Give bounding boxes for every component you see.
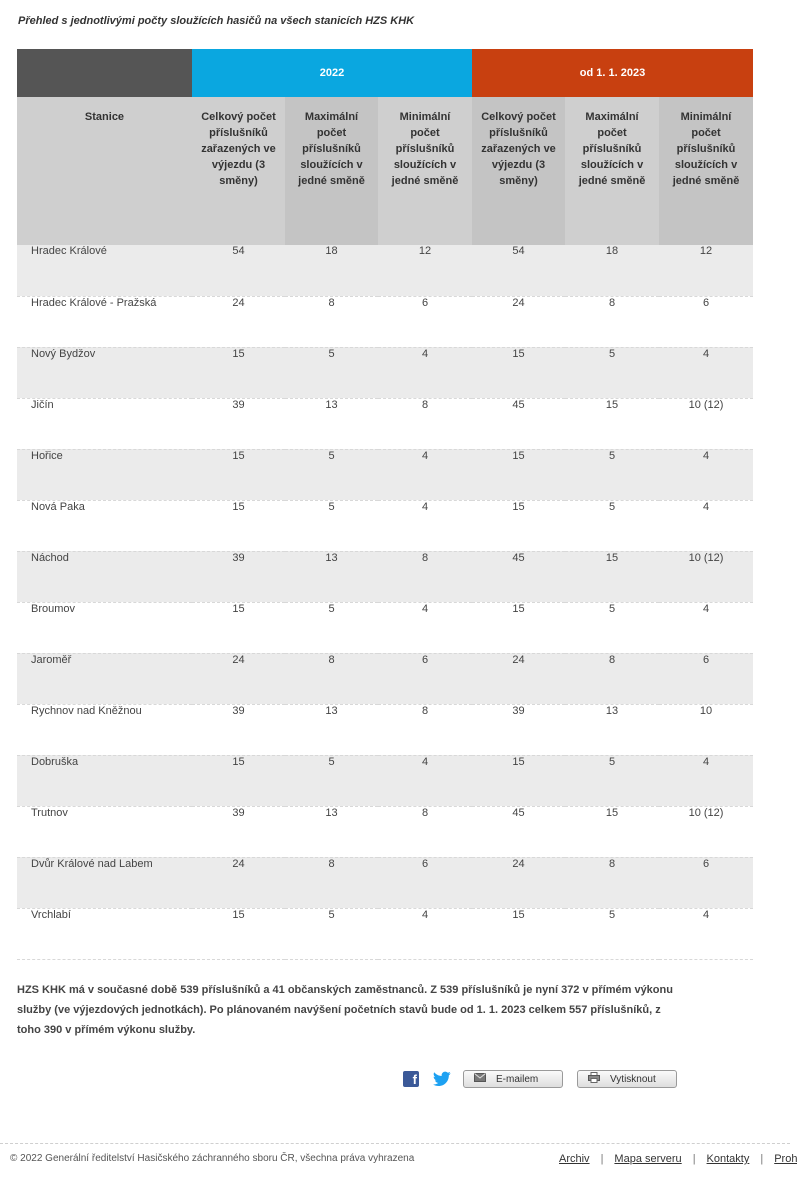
email-button-label: E-mailem [496, 1073, 539, 1085]
table-cell: 8 [378, 704, 472, 755]
table-cell: 5 [285, 449, 378, 500]
station-name: Hořice [17, 449, 192, 500]
table-row [17, 551, 753, 602]
footer-links [559, 1153, 797, 1165]
table-cell: 5 [285, 755, 378, 806]
table-cell: 10 (12) [659, 806, 753, 857]
column-header-max-2023 [565, 97, 659, 245]
table-cell: 6 [659, 653, 753, 704]
footer-separator: | [692, 1153, 696, 1165]
table-cell: 13 [285, 551, 378, 602]
station-name: Jaroměř [17, 653, 192, 704]
table-row [17, 500, 753, 551]
table-cell: 4 [378, 500, 472, 551]
table-cell: 8 [378, 551, 472, 602]
table-cell: 4 [659, 908, 753, 959]
station-name: Dobruška [17, 755, 192, 806]
table-cell: 15 [472, 500, 565, 551]
table-cell: 15 [565, 551, 659, 602]
station-name: Nový Bydžov [17, 347, 192, 398]
column-header-total-2023 [472, 97, 565, 245]
table-cell: 4 [659, 347, 753, 398]
table-caption: Přehled s jednotlivými počty sloužících hasičů na všech stanicích HZS KHK [18, 15, 415, 27]
station-name: Broumov [17, 602, 192, 653]
table-cell: 15 [192, 602, 285, 653]
column-header-station: Stanice [17, 97, 192, 245]
table-cell: 15 [565, 806, 659, 857]
table-row [17, 398, 753, 449]
column-header-label: Celkový počet příslušníků zařazených ve výjezdu (3 směny) [201, 111, 276, 187]
table-row [17, 653, 753, 704]
footer-link-archive[interactable]: Archiv [559, 1153, 590, 1165]
table-cell: 45 [472, 551, 565, 602]
table-cell: 4 [378, 449, 472, 500]
table-row [17, 857, 753, 908]
table-row [17, 755, 753, 806]
envelope-icon [474, 1073, 486, 1085]
table-cell: 8 [565, 857, 659, 908]
table-cell: 4 [378, 755, 472, 806]
table-cell: 10 (12) [659, 398, 753, 449]
table-cell: 24 [192, 857, 285, 908]
footer-link-sitemap[interactable]: Mapa serveru [614, 1153, 682, 1165]
table-cell: 39 [472, 704, 565, 755]
table-cell: 5 [285, 908, 378, 959]
band-2022: 2022 [192, 49, 472, 97]
column-header-min-2022 [378, 97, 472, 245]
table-cell: 10 (12) [659, 551, 753, 602]
table-row [17, 908, 753, 959]
footer-copyright: © 2022 Generální ředitelství Hasičského záchranného sboru ČR, všechna práva vyhrazena [10, 1153, 415, 1164]
table-cell: 4 [378, 602, 472, 653]
table-cell: 15 [192, 347, 285, 398]
table-cell: 18 [565, 245, 659, 296]
table-cell: 8 [565, 296, 659, 347]
column-header-label: Maximální počet příslušníků sloužících v jedné směně [298, 111, 365, 187]
table-cell: 13 [285, 398, 378, 449]
table-cell: 8 [285, 653, 378, 704]
column-header-label: Minimální počet příslušníků sloužících v jedné směně [672, 111, 740, 187]
table-cell: 13 [285, 806, 378, 857]
table-cell: 5 [565, 755, 659, 806]
table-row [17, 602, 753, 653]
table-cell: 15 [472, 347, 565, 398]
table-cell: 8 [285, 857, 378, 908]
print-button-label: Vytisknout [610, 1073, 656, 1085]
table-cell: 15 [472, 908, 565, 959]
table-cell: 15 [472, 755, 565, 806]
table-cell: 12 [378, 245, 472, 296]
table-cell: 15 [565, 398, 659, 449]
table-cell: 24 [472, 653, 565, 704]
table-cell: 6 [378, 296, 472, 347]
station-name: Rychnov nad Kněžnou [17, 704, 192, 755]
print-button[interactable] [577, 1070, 677, 1088]
table-cell: 6 [659, 296, 753, 347]
column-header-label: Celkový počet příslušníků zařazených ve výjezdu (3 směny) [481, 111, 556, 187]
column-header-label: Maximální počet příslušníků sloužících v jedné směně [578, 111, 646, 187]
table-cell: 5 [565, 449, 659, 500]
station-name: Dvůr Králové nad Labem [17, 857, 192, 908]
station-name: Náchod [17, 551, 192, 602]
table-cell: 54 [192, 245, 285, 296]
station-name: Hradec Králové [17, 245, 192, 296]
table-cell: 5 [285, 347, 378, 398]
table-row [17, 245, 753, 296]
table-row [17, 806, 753, 857]
share-bar [403, 1069, 677, 1089]
table-cell: 15 [192, 755, 285, 806]
table-cell: 24 [192, 653, 285, 704]
table-cell: 5 [565, 347, 659, 398]
footer-separator: | [600, 1153, 604, 1165]
station-name: Jičín [17, 398, 192, 449]
table-cell: 12 [659, 245, 753, 296]
printer-icon [588, 1072, 600, 1086]
twitter-icon[interactable] [433, 1071, 451, 1087]
table-cell: 13 [285, 704, 378, 755]
table-cell: 15 [192, 908, 285, 959]
table-cell: 24 [472, 857, 565, 908]
table-cell: 4 [659, 500, 753, 551]
table-cell: 5 [565, 500, 659, 551]
table-row [17, 347, 753, 398]
table-cell: 24 [192, 296, 285, 347]
table-cell: 54 [472, 245, 565, 296]
table-row [17, 296, 753, 347]
column-header-total-2022 [192, 97, 285, 245]
table-row [17, 449, 753, 500]
table-cell: 15 [472, 602, 565, 653]
footer-separator: | [760, 1153, 764, 1165]
table-cell: 6 [378, 653, 472, 704]
footer-link-declaration[interactable]: Proh [774, 1153, 797, 1165]
table-cell: 45 [472, 806, 565, 857]
table-cell: 24 [472, 296, 565, 347]
table-cell: 5 [285, 500, 378, 551]
table-cell: 4 [659, 602, 753, 653]
station-name: Vrchlabí [17, 908, 192, 959]
facebook-icon[interactable]: f [403, 1071, 419, 1087]
table-cell: 8 [285, 296, 378, 347]
table-cell: 5 [565, 602, 659, 653]
table-cell: 4 [659, 449, 753, 500]
table-cell: 4 [659, 755, 753, 806]
summary-paragraph: HZS KHK má v současné době 539 příslušníků a 41 občanských zaměstnanců. Z 539 příslušníků je nyní 372 v přímém výkonu služby (ve výjezdových jednotkách). Po plánovaném navýšení početních stavů bude od 1. 1. 2023 celkem 557 příslušníků, z toho 390 v přímém výkonu služby. [17, 984, 673, 1036]
table-cell: 5 [285, 602, 378, 653]
table-cell: 8 [378, 806, 472, 857]
table-cell: 8 [565, 653, 659, 704]
table-cell: 39 [192, 806, 285, 857]
station-name: Hradec Králové - Pražská [17, 296, 192, 347]
table-cell: 15 [192, 449, 285, 500]
table-cell: 13 [565, 704, 659, 755]
station-name: Trutnov [17, 806, 192, 857]
column-header-label: Minimální počet příslušníků sloužících v jedné směně [391, 111, 459, 187]
table-cell: 4 [378, 347, 472, 398]
band-2023: od 1. 1. 2023 [472, 49, 753, 97]
table-cell: 18 [285, 245, 378, 296]
table-cell: 39 [192, 704, 285, 755]
column-header-min-2023 [659, 97, 753, 245]
table-cell: 6 [659, 857, 753, 908]
table-cell: 15 [192, 500, 285, 551]
table-cell: 10 [659, 704, 753, 755]
email-button[interactable] [463, 1070, 563, 1088]
station-name: Nová Paka [17, 500, 192, 551]
table-cell: 8 [378, 398, 472, 449]
table-row [17, 704, 753, 755]
table-cell: 5 [565, 908, 659, 959]
table-cell: 39 [192, 551, 285, 602]
footer-divider [0, 1143, 790, 1144]
band-empty-cell [17, 49, 192, 97]
table-cell: 15 [472, 449, 565, 500]
column-header-max-2022 [285, 97, 378, 245]
table-cell: 45 [472, 398, 565, 449]
footer-link-contacts[interactable]: Kontakty [706, 1153, 750, 1165]
table-cell: 4 [378, 908, 472, 959]
stations-table [17, 49, 753, 960]
table-cell: 39 [192, 398, 285, 449]
table-cell: 6 [378, 857, 472, 908]
